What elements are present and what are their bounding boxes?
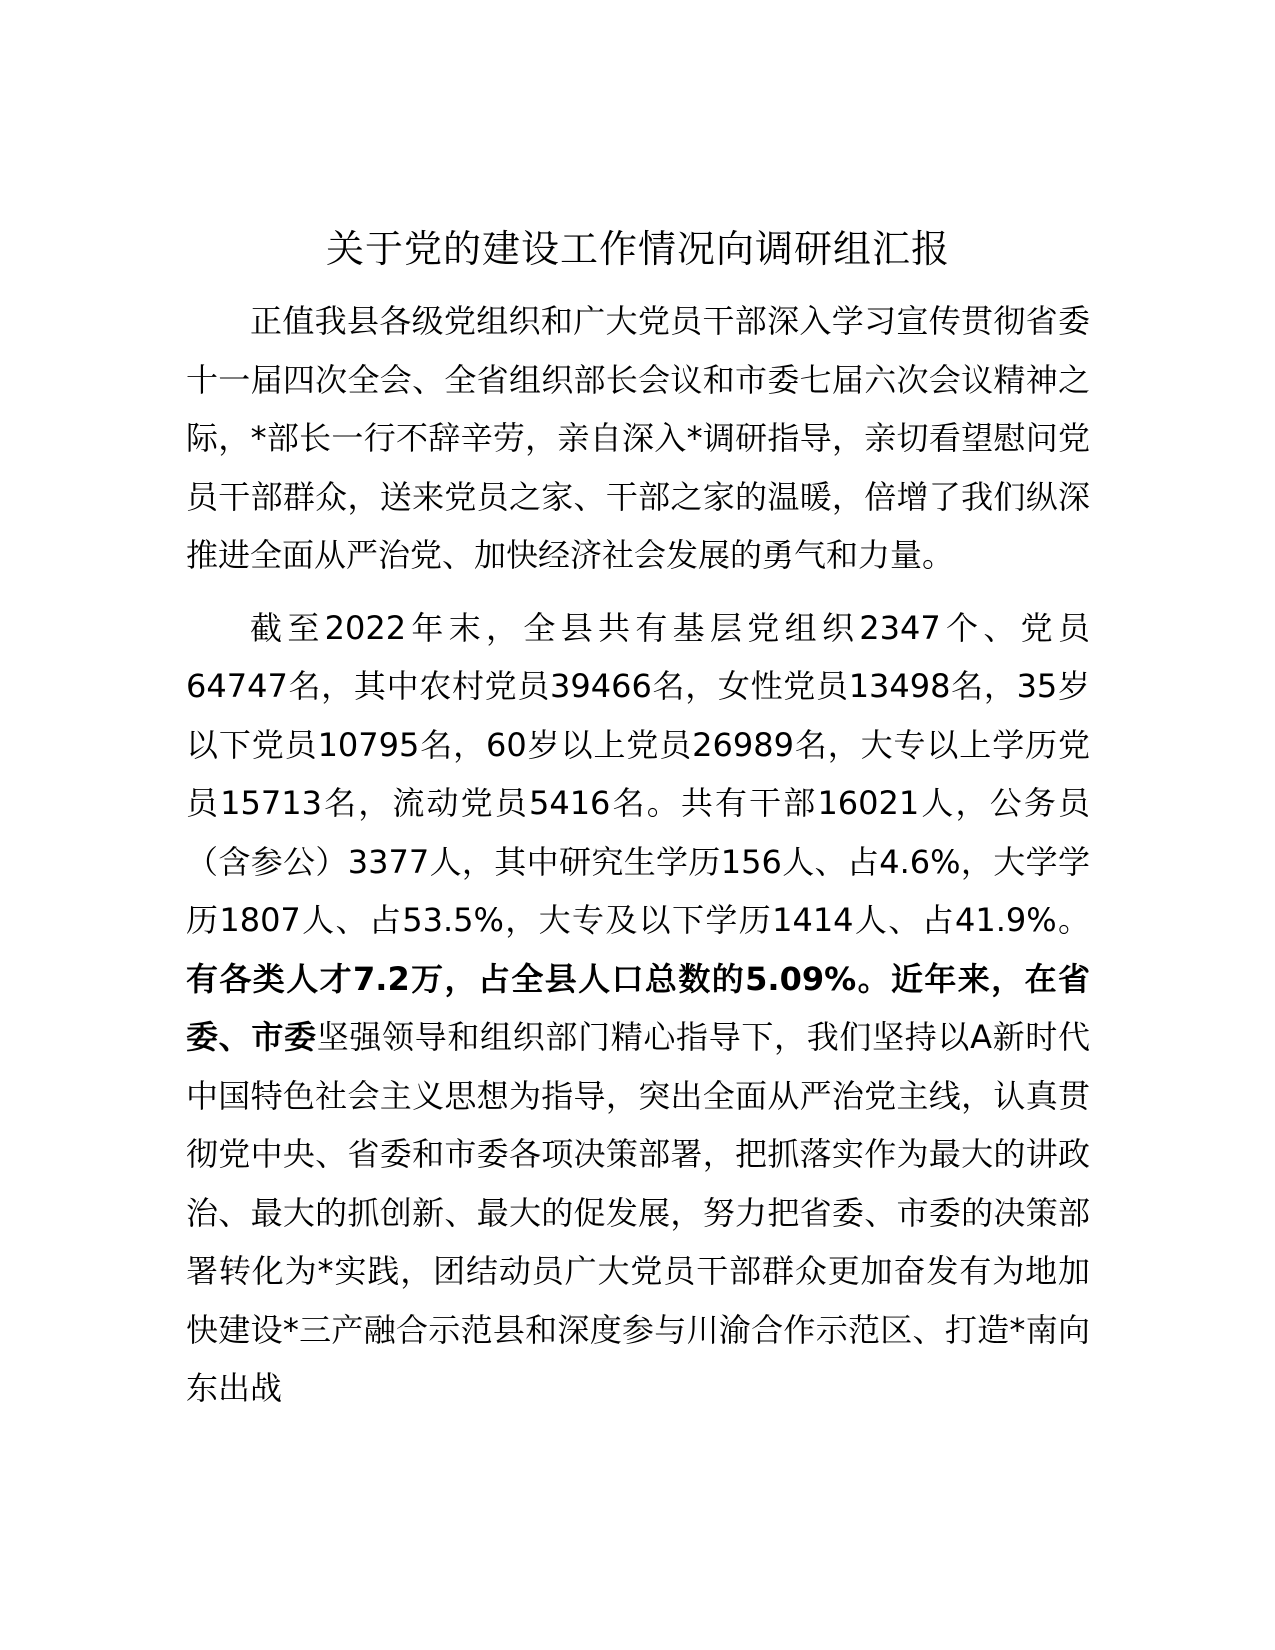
- paragraph-statistics-part-1: 截至2022年末，全县共有基层党组织2347个、党员64747名，其中农村党员39466名，女性党员13498名，35岁以下党员10795名，60岁以上党员26989名，大专以上学历党员15713名，流动党员5416名。共有干部16021人，公务员（含参公）3377人，其中研究生学历156人、占4.6%，大学学历1807人、占53.5%，大专及以下学历1414人、占41.9%。: [186, 608, 1090, 939]
- paragraph-statistics-part-2-bold: 有各类人才7.2万，占全县人口总数的5.09%。近年来，在省委、市委: [186, 959, 1090, 1056]
- document-page: [186, 222, 1090, 1428]
- paragraph-statistics-part-3: 坚强领导和组织部门精心指导下，我们坚持以A新时代中国特色社会主义思想为指导，突出全面从严治党主线，认真贯彻党中央、省委和市委各项决策部署，把抓落实作为最大的讲政治、最大的抓创新、最大的促发展，努力把省委、市委的决策部署转化为*实践，团结动员广大党员干部群众更加奋发有为地加快建设*三产融合示范县和深度参与川渝合作示范区、打造*南向东出战: [186, 1018, 1090, 1407]
- document-title: 关于党的建设工作情况向调研组汇报: [325, 227, 950, 271]
- paragraph-statistics: [186, 599, 1090, 1418]
- paragraph-intro: 正值我县各级党组织和广大党员干部深入学习宣传贯彻省委十一届四次全会、全省组织部长会议和市委七届六次会议精神之际，*部长一行不辞辛劳，亲自深入*调研指导，亲切看望慰问党员干部群众，送来党员之家、干部之家的温暖，倍增了我们纵深推进全面从严治党、加快经济社会发展的勇气和力量。: [186, 302, 1090, 574]
